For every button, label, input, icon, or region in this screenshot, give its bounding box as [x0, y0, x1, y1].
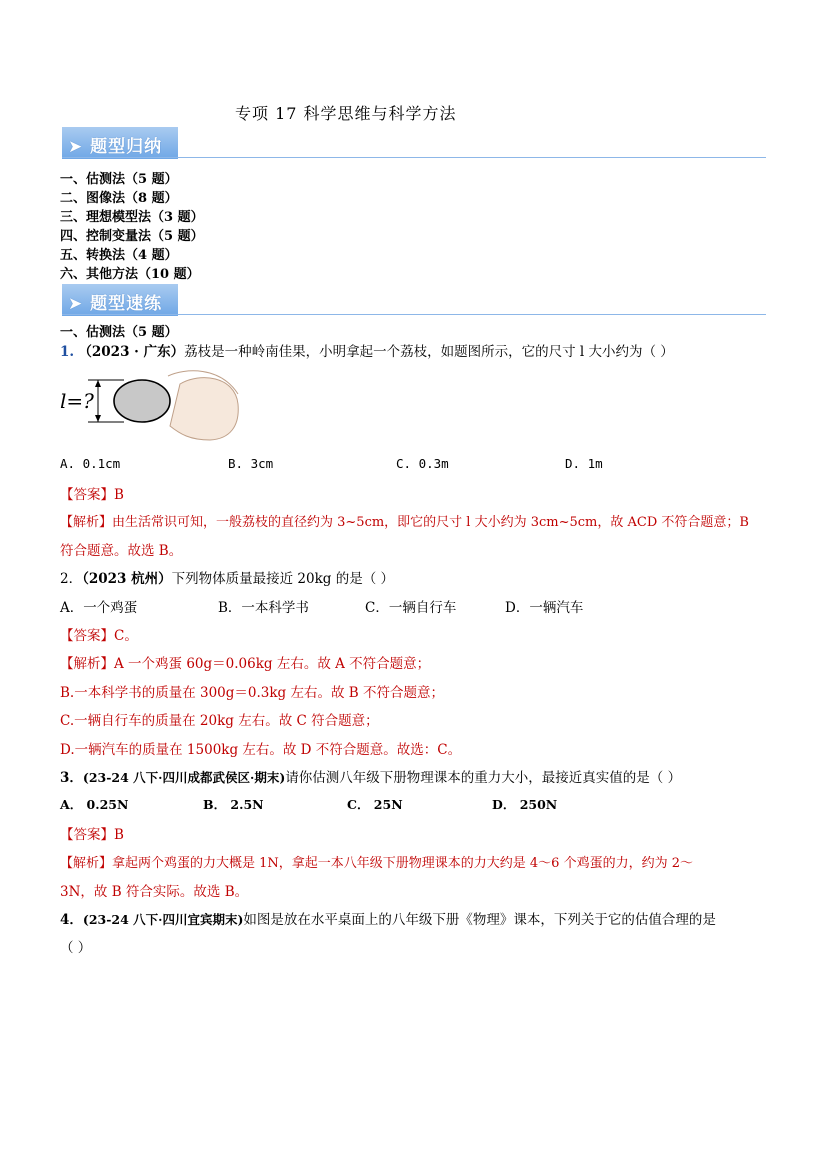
analysis-line: 【解析】由生活常识可知，一般荔枝的直径约为 3~5cm，即它的尺寸 l 大小约为 3cm~5cm，故 ACD 不符合题意；B [60, 515, 749, 530]
analysis-line: 【解析】A 一个鸡蛋 60g＝0.06kg 左右。故 A 不符合题意； [60, 656, 431, 672]
question-stem: 如图是放在水平桌面上的八年级下册《物理》课本，下列关于它的估值合理的是 [243, 912, 716, 928]
banner-label: ➤ 题型归纳 [68, 137, 163, 157]
question-number: 2． [60, 571, 83, 587]
analysis-line: C.一辆自行车的质量在 20kg 左右。故 C 符合题意； [60, 713, 379, 729]
toc-item-6: 六、其他方法（10 题） [60, 267, 200, 282]
question-stem: 荔枝是一种岭南佳果，小明拿起一个荔枝，如题图所示，它的尺寸 l 大小约为（ ） [184, 344, 674, 360]
answer: 【答案】B [60, 827, 124, 843]
question-source: （2023 杭州） [82, 571, 172, 587]
question-2 [60, 567, 394, 587]
question-source: (23-24 八下·四川成都武侯区·期末) [82, 770, 286, 785]
option-a: A．一个鸡蛋 [60, 600, 138, 616]
figure-label: l=? [60, 389, 94, 413]
question-number: 1. [60, 344, 75, 360]
option-c: C． 25N [347, 797, 403, 812]
section-banner-summary [62, 127, 766, 159]
question-stem: 下列物体质量最接近 20kg 的是（ ） [171, 571, 394, 587]
toc-item-3: 三、理想模型法（3 题） [60, 210, 204, 225]
option-d: D． 250N [492, 797, 558, 812]
question-stem-cont: （ ） [60, 940, 92, 956]
answer: 【答案】C。 [60, 628, 138, 644]
section-heading: 一、估测法（5 题） [60, 325, 178, 340]
analysis-line: 【解析】拿起两个鸡蛋的力大概是 1N，拿起一本八年级下册物理课本的力大约是 4～6 个鸡蛋的力，约为 2～ [60, 856, 693, 871]
option-a: A. 0.1cm [60, 456, 121, 471]
analysis-line: 符合题意。故选 B。 [60, 543, 183, 559]
toc-item-2: 二、图像法（8 题） [60, 191, 178, 206]
banner-label: ➤ 题型速练 [68, 294, 163, 314]
question-4 [60, 908, 716, 928]
option-d: D. 1m [565, 456, 603, 471]
option-b: B. 3cm [228, 456, 274, 471]
analysis-line: 3N，故 B 符合实际。故选 B。 [60, 884, 249, 900]
analysis-line: D.一辆汽车的质量在 1500kg 左右。故 D 不符合题意。故选：C。 [60, 742, 462, 758]
option-c: C．一辆自行车 [365, 600, 457, 616]
question-number: 3． [60, 770, 83, 786]
toc-item-1: 一、估测法（5 题） [60, 172, 178, 187]
question-3 [60, 766, 681, 786]
option-b: B．一本科学书 [218, 600, 309, 616]
question-number: 4． [60, 912, 83, 928]
question-stem: 请你估测八年级下册物理课本的重力大小，最接近真实值的是（ ） [285, 770, 682, 786]
question-1 [60, 340, 674, 360]
toc-item-4: 四、控制变量法（5 题） [60, 229, 204, 244]
question-source: (23-24 八下·四川宜宾期末) [82, 912, 244, 927]
option-d: D．一辆汽车 [505, 600, 584, 616]
lychee-figure [60, 364, 240, 446]
toc-item-5: 五、转换法（4 题） [60, 248, 178, 263]
option-b: B． 2.5N [203, 797, 264, 812]
question-source: （2023 · 广东） [78, 344, 185, 360]
answer: 【答案】B [60, 487, 124, 503]
analysis-line: B.一本科学书的质量在 300g＝0.3kg 左右。故 B 不符合题意； [60, 685, 444, 701]
page-title: 专项 17 科学思维与科学方法 [235, 104, 457, 123]
option-a: A． 0.25N [60, 797, 129, 812]
option-c: C. 0.3m [396, 456, 449, 471]
section-banner-practice [62, 284, 766, 316]
